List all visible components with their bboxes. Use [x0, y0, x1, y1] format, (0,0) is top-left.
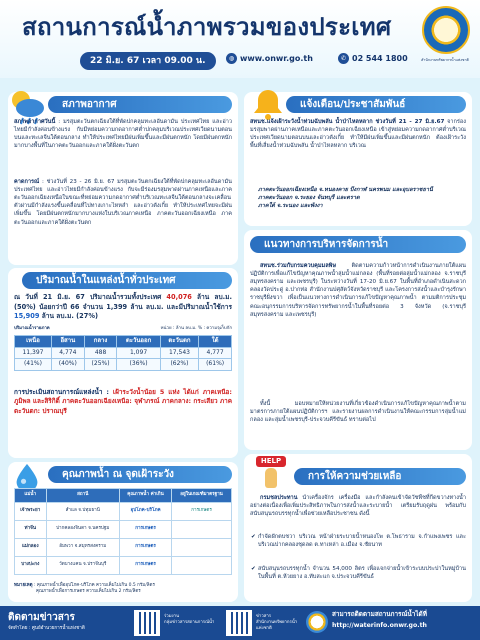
summary-prefix: ณ วันที่ 21 มิ.ย. 67 ปริมาณน้ำรวมทั้งประเทศ: [14, 293, 167, 301]
assess-prefix: การประเมินสถานการณ์แหล่งน้ำ :: [14, 388, 113, 396]
assist-org: กรมชลประทาน: [260, 495, 298, 501]
standard-cell: การเกษตร: [172, 503, 232, 521]
assist-text: นำเครื่องจักร เครื่องมือ และกำลังคนเข้าจัดวัชพืชที่กีดขวางทางน้ำอย่างต่อเนื่องเพื่อเพิ่มประสิทธิภาพในการส่งน้ำและระบายน้ำ เตรียมรับฤดูฝน พร้อมกับสนับสนุนรถบรรทุกน้ำเพื่อช่วยเหลือประชาชน ดังนี้: [250, 495, 466, 518]
region-header: ตะวันตก: [160, 336, 199, 348]
region-value: 1,097: [117, 347, 160, 359]
storage-heading: ปริมาณน้ำในแหล่งน้ำทั่วประเทศ: [22, 272, 232, 289]
globe-icon: ◍: [226, 53, 237, 64]
assist-para: [250, 494, 466, 518]
quality-column-header: สถานี: [46, 489, 119, 503]
alert-text: [250, 118, 466, 150]
assist-bullet-2: [251, 565, 466, 581]
alert-areas: [258, 186, 466, 210]
qr-code-website[interactable]: [226, 610, 252, 636]
river-cell: แม่กลอง: [15, 539, 47, 557]
check-icon: ✔: [251, 566, 256, 572]
station-cell: อัมพวา จ.สมุทรสงคราม: [46, 539, 119, 557]
report-date: 22 มิ.ย. 67 เวลา 09.00 น.: [80, 52, 216, 70]
region-percent: (62%): [160, 359, 199, 371]
follow-news: ติดตามข่าวสาร: [8, 612, 75, 623]
assist-bullet-2-text: สนับสนุนรถบรรทุกน้ำ จำนวน 54,000 ลิตร เพื่อแจกจ่ายน้ำเข้าระบบประปาในหมู่บ้าน ในพื้นที่ ต.ห้วยยาง อ.ทับสะแก จ.ประจวบคีรีขันธ์: [258, 566, 466, 581]
table-note: [14, 326, 232, 332]
qr2-caption: ข่าวสาร สำนักงานทรัพยากรน้ำแห่งชาติ: [256, 614, 298, 632]
footer-logo: [306, 611, 328, 633]
management-para-2: ทั้งนี้ มอบหมายให้หน่วยงานที่เกี่ยวข้องดำเนินการแก้ไขปัญหาคุณภาพน้ำตามมาตรการภายใต้แผนปฏิบัติการฯ และรายงานผลการดำเนินงานให้คณะกรรมการลุ่มน้ำแม่กลอง และลุ่มน้ำเพชรบุรี-ประจวบคีรีขันธ์ ทราบต่อไป: [250, 401, 466, 424]
alert-heading: แจ้งเตือน/ประชาสัมพันธ์: [286, 96, 466, 113]
station-cell: สำแล จ.ปทุมธานี: [46, 503, 119, 521]
summary-usable: 15,909: [14, 312, 40, 321]
region-value: 4,777: [199, 347, 232, 359]
quality-column-header: อยู่ในเกณฑ์มาตรฐาน: [172, 489, 232, 503]
phone-number[interactable]: [338, 53, 408, 65]
region-value: 11,397: [15, 347, 52, 359]
region-percent: (36%): [117, 359, 160, 371]
assist-bullet-1-text: กำจัดผักตบชวา บริเวณ หน้าฝ่ายระบายน้ำหนองโพ ต.โพธาราม จ.กำแพงเพชร และบริเวณปากคลองชุดลด ต.ทาเหล่า อ.เมือง จ.ชัยนาท: [258, 534, 466, 549]
website-link[interactable]: [226, 53, 313, 65]
region-header: ใต้: [199, 336, 232, 348]
alert-area-3: ภาคใต้ จ.ระนอง และพังงา: [258, 203, 323, 210]
table-row: [15, 557, 232, 575]
summary-mid: ล้าน ลบ.ม. (50%) น้อยกว่าปี 66 จำนวน 1,399 ล้าน ลบ.ม. และมีปริมาณน้ำใช้การ: [14, 293, 232, 311]
weather-current: [14, 118, 232, 150]
qr1-caption: ร่วมงาน กลุ่มข่าวสารสถานการณ์น้ำ: [164, 614, 215, 626]
quality-column-header: คุณภาพน้ำ ค่าเกิน: [119, 489, 171, 503]
region-header: ตะวันออก: [117, 336, 160, 348]
management-heading: แนวทางการบริหารจัดการน้ำ: [250, 236, 466, 253]
table-note-left: ปริมาณน้ำรายภาค: [14, 326, 50, 331]
water-quality-table: [14, 488, 232, 575]
weather-forecast-label: คาดการณ์: [14, 179, 40, 185]
summary-total: 40,076: [166, 293, 192, 301]
quality-note: [14, 583, 232, 595]
region-header: อีสาน: [51, 336, 84, 348]
region-percent: (40%): [51, 359, 84, 371]
header: [0, 0, 480, 78]
standard-cell: [172, 521, 232, 539]
note-1: : คุณภาพน้ำเพื่ออุปโภค-บริโภค ความเค็มไม่เกิน 0.5 กรัม/ลิตร: [32, 583, 155, 588]
regional-storage-table: [14, 335, 232, 371]
assess-watch: เฝ้าระวังน้ำน้อย 5 แห่ง: [112, 388, 180, 396]
exceed-cell: การเกษตร: [119, 557, 171, 575]
quality-column-header: แม่น้ำ: [15, 489, 47, 503]
region-header: กลาง: [84, 336, 117, 348]
footer: [0, 606, 480, 640]
website-text: www.onwr.go.th: [240, 54, 313, 63]
onwr-logo: [422, 6, 470, 54]
region-value: 17,543: [160, 347, 199, 359]
prepared-by: จัดทำโดย : ศูนย์อำนวยการน้ำแห่งชาติ: [8, 626, 85, 631]
help-badge: HELP: [256, 456, 286, 467]
weather-current-label: สภาพอากาศวันนี้: [14, 119, 56, 125]
river-cell: บางปะกง: [15, 557, 47, 575]
station-cell: ปากคลองจินดา จ.นครปฐม: [46, 521, 119, 539]
weather-forecast: [14, 178, 232, 227]
weather-heading: สภาพอากาศ: [48, 96, 232, 113]
region-percent: (25%): [84, 359, 117, 371]
assess-regions: ได้แก่ ภาคเหนือ: ภูมิพล และสิริกิติ์ ภาคตะวันออกเฉียงเหนือ: จุฬาภรณ์ ภาคกลาง: กระเสียว ภาคตะวันตก: ปราณบุรี: [14, 388, 232, 415]
note-label: หมายเหตุ: [14, 583, 33, 588]
management-org: สทนช.ร่วมกับกรมควบคุมมลพิษ: [260, 263, 337, 269]
region-value: 488: [84, 347, 117, 359]
help-sign-icon: [256, 456, 290, 492]
page-title: สถานการณ์น้ำภาพรวมของประเทศ: [22, 13, 392, 41]
note-2: คุณภาพน้ำเพื่อการเกษตร ความเค็มไม่เกิน 2 กรัม/ลิตร: [36, 589, 141, 595]
assist-heading: การให้ความช่วยเหลือ: [294, 468, 466, 485]
footer-url-label: สามารถติดตามสถานการณ์น้ำได้ที่: [332, 610, 427, 618]
standard-cell: [172, 539, 232, 557]
river-cell: เจ้าพระยา: [15, 503, 47, 521]
table-note-right: หน่วย : ล้าน ลบ.ม. % : ความจุเก็บกัก: [160, 326, 232, 331]
weather-current-text: : มรสุมตะวันตกเฉียงใต้ที่พัดปกคลุมทะเลอันดามัน ประเทศไทย และอ่าวไทยมีกำลังค่อนข้างแรง กับมีหย่อมความกดอากาศต่ำปกคลุมบริเวณประเทศเวียดนามตอนบนและทะเลจีนใต้ตอนกลาง ทำให้ประเทศไทยมีฝนเพิ่มขึ้นและมีฝนตกหนัก โดยมีฝนตกหนักมากบางพื้นที่ในภาคตะวันออกและภาคใต้ฝั่งตะวันตก: [14, 119, 232, 150]
bell-icon: [250, 86, 286, 122]
storage-summary: [14, 293, 232, 322]
table-row: [15, 521, 232, 539]
phone-icon: ✆: [338, 53, 349, 64]
standard-cell: [172, 557, 232, 575]
alert-area-1: ภาคตะวันออกเฉียงเหนือ จ.หนองคาย บึงกาฬ นครพนม และอุบลราชธานี: [258, 187, 433, 193]
exceed-cell: การเกษตร: [119, 539, 171, 557]
station-cell: วัดบางแคน จ.ปราจีนบุรี: [46, 557, 119, 575]
assist-bullet-1: [251, 533, 466, 549]
management-text-1: ติดตามความก้าวหน้าการดำเนินงานภายใต้แผนปฏิบัติการเพื่อแก้ไขปัญหาคุณภาพน้ำลุ่มน้ำแม่กลอง (พื้นที่รอยต่อลุ่มน้ำแม่กลอง จ.ราชบุรี สมุทรสงคราม และเพชรบุรี) ในระหว่างวันที่ 17-20 มิ.ย.67 ในพื้นที่อำเภอดำเนินสะดวก คลองวัดประดู่ อ.ปากท่อ สำนักงานปศุสัตว์จังหวัดราชบุรี และโครงการส่งน้ำและบำรุงรักษาราชบุรีฝั่งขวา เพื่อเป็นแนวทางการดำเนินการแก้ไขปัญหาคุณภาพน้ำ ตามมติการประชุมคณะอนุกรรมการบริหารจัดการทรัพยากรน้ำในพื้นที่รอยต่อ 3 จังหวัด (จ.ราชบุรี สมุทรสงคราม และเพชรบุรี): [250, 263, 466, 318]
table-row: [15, 503, 232, 521]
weather-forecast-text: : ช่วงวันที่ 23 - 26 มิ.ย. 67 มรสุมตะวันตกเฉียงใต้ที่พัดปกคลุมทะเลอันดามัน ประเทศไทย และอ่าวไทยมีกำลังค่อนข้างแรง กับจะมีร่องมรสุมพาดผ่านภาคเหนือและภาคตะวันออกเฉียงเหนือในขณะที่หย่อมความกดอากาศต่ำบริเวณทะเลจีนใต้ตอนกลางจะเคลื่อนตัวผ่านมีกำลังแรงขึ้นเคลื่อนที่ไปทางเกาะไหหลำ และอ่าวตังเกี๋ย ทำให้ประเทศไทยจะมีฝนเพิ่มขึ้น โดยมีฝนตกหนักมากบางแห่งในบริเวณภาคเหนือ ภาคตะวันออกเฉียงเหนือ ภาคตะวันออกและภาคใต้ฝั่งตะวันตก: [14, 179, 232, 226]
river-cell: ท่าจีน: [15, 521, 47, 539]
phone-text: 02 544 1800: [352, 54, 408, 63]
exceed-cell: การเกษตร: [119, 521, 171, 539]
region-value: 4,774: [51, 347, 84, 359]
table-row: [15, 539, 232, 557]
region-percent: (61%): [199, 359, 232, 371]
footer-url[interactable]: http://waterinfo.onwr.go.th: [332, 622, 427, 629]
region-header: เหนือ: [15, 336, 52, 348]
storage-assessment: [14, 388, 232, 416]
region-percent: (41%): [15, 359, 52, 371]
qr-code-line[interactable]: [134, 610, 160, 636]
quality-heading: คุณภาพน้ำ ณ จุดเฝ้าระวัง: [48, 466, 232, 483]
management-para-1: [250, 262, 466, 319]
logo-caption: สำนักงานทรัพยากรน้ำแห่งชาติ: [421, 58, 469, 62]
summary-end: ล้าน ลบ.ม. (27%): [39, 312, 98, 321]
alert-intro: สทนช.แจ้งเฝ้าระวังน้ำท่วมฉับพลัน น้ำป่าไหลหลาก ช่วงวันที่ 21 - 27 มิ.ย.67: [250, 119, 445, 125]
alert-area-2: ภาคตะวันออก จ.ระยอง จันทบุรี และตราด: [258, 195, 360, 202]
exceed-cell: อุปโภค-บริโภค: [119, 503, 171, 521]
check-icon: ✔: [251, 534, 256, 540]
alert-intro-rest: จากร่องมรสุมพาดผ่านภาคเหนือและภาคตะวันออกเฉียงเหนือ เข้าสู่หย่อมความกดอากาศต่ำบริเวณประเทศเวียดนามตอนบนและอ่าวตังเกี๋ย ทำให้มีฝนเพิ่มขึ้นและมีฝนตกหนัก ต้องเฝ้าระวังพื้นที่เสี่ยงน้ำท่วมฉับพลัน น้ำป่าไหลหลาก บริเวณ: [250, 119, 467, 150]
